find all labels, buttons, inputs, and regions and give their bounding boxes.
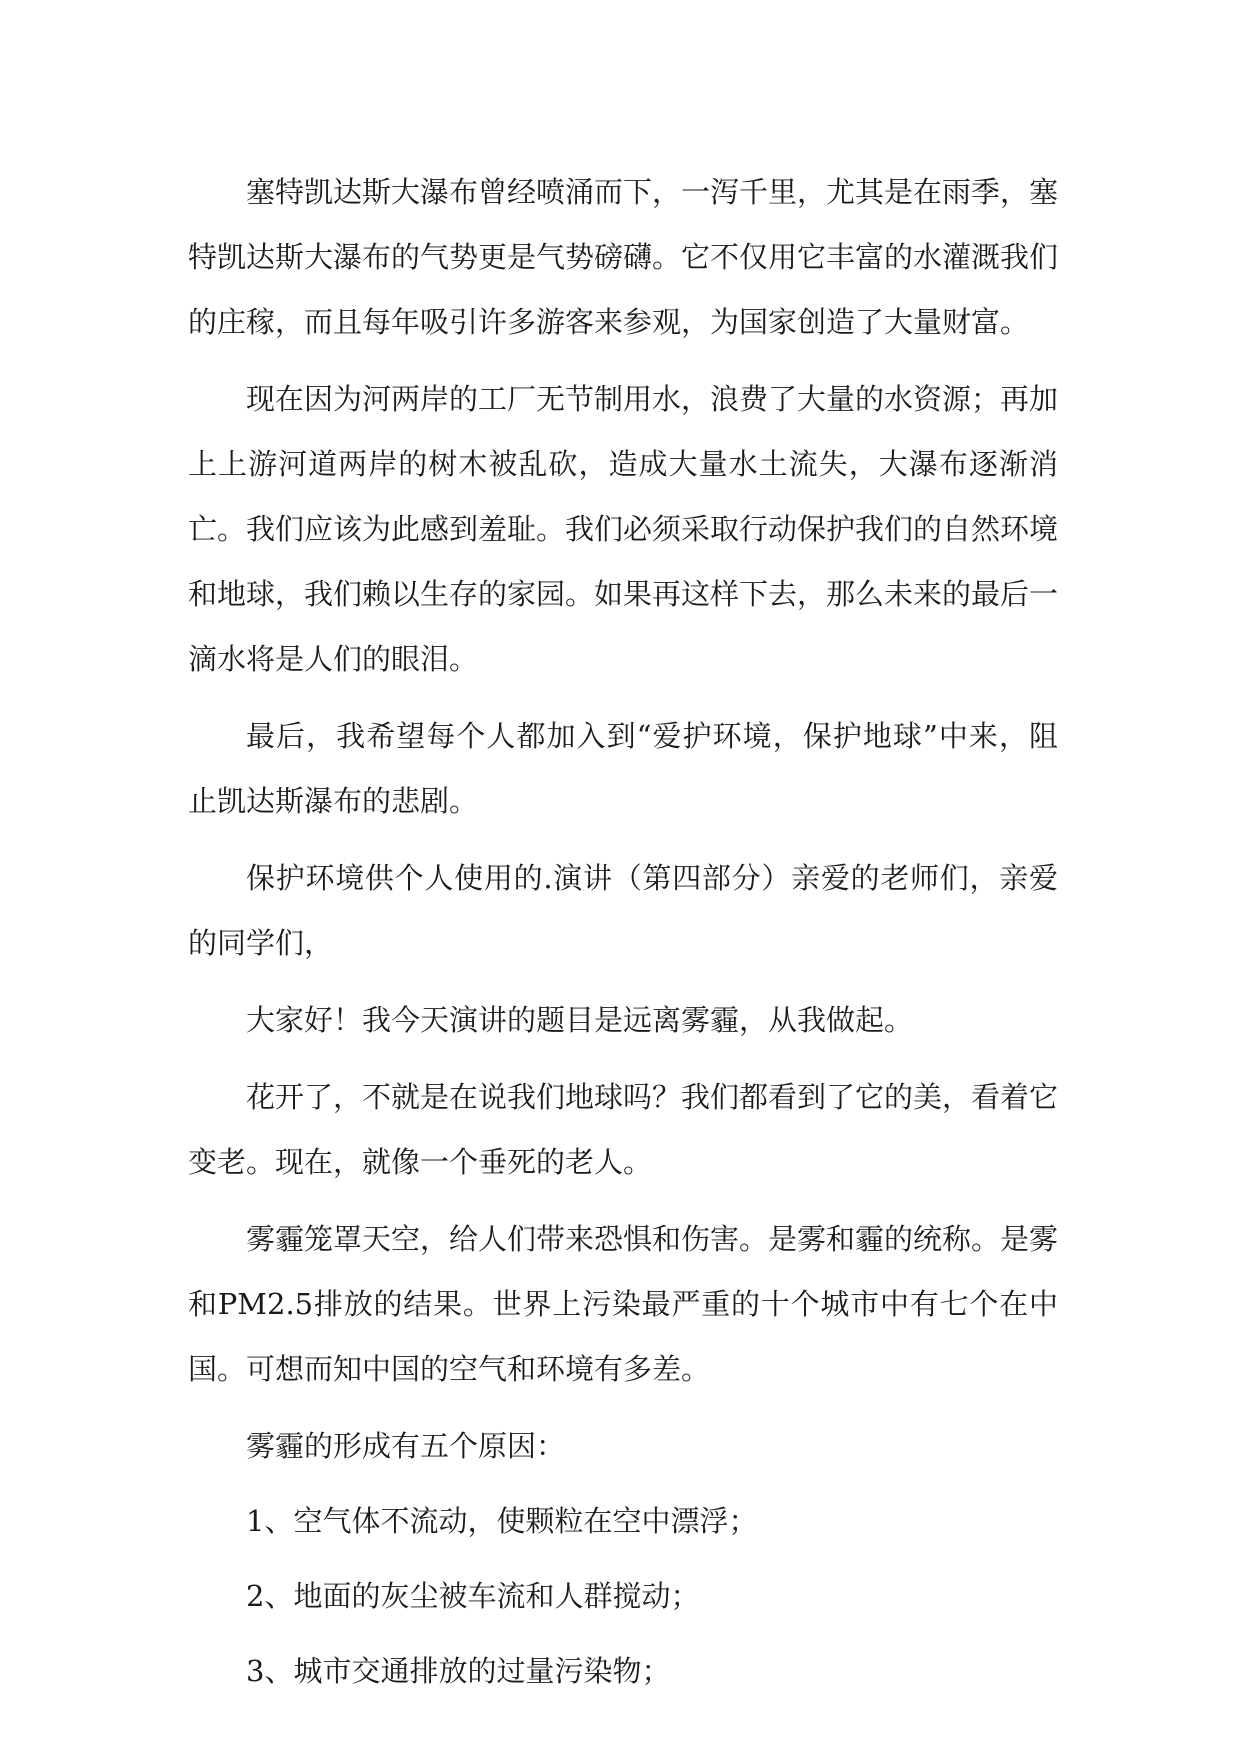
paragraph: 大家好！我今天演讲的题目是远离雾霾，从我做起。 bbox=[246, 1003, 914, 1037]
document-body bbox=[188, 160, 1058, 1714]
paragraph: 现在因为河两岸的工厂无节制用水，浪费了大量的水资源；再加上上游河道两岸的树木被乱砍，造成大量水土流失，大瀑布逐渐消亡。我们应该为此感到羞耻。我们必须采取行动保护我们的自然环境和地球，我们赖以生存的家园。如果再这样下去，那么未来的最后一滴水将是人们的眼泪。 bbox=[188, 382, 1059, 676]
list-item: 3、城市交通排放的过量污染物； bbox=[246, 1654, 671, 1688]
paragraph: 保护环境供个人使用的.演讲（第四部分）亲爱的老师们，亲爱的同学们， bbox=[188, 861, 1058, 960]
paragraph: 雾霾笼罩天空，给人们带来恐惧和伤害。是雾和霾的统称。是雾和PM2.5排放的结果。世界上污染最严重的十个城市中有七个在中国。可想而知中国的空气和环境有多差。 bbox=[188, 1222, 1059, 1386]
list-item: 1、空气体不流动，使颗粒在空中漂浮； bbox=[246, 1504, 758, 1538]
paragraph: 雾霾的形成有五个原因： bbox=[246, 1429, 566, 1463]
paragraph: 花开了，不就是在说我们地球吗？我们都看到了它的美，看着它变老。现在，就像一个垂死的老人。 bbox=[188, 1080, 1059, 1179]
list-item: 2、地面的灰尘被车流和人群搅动； bbox=[246, 1579, 700, 1613]
paragraph: 最后，我希望每个人都加入到“爱护环境，保护地球”中来，阻止凯达斯瀑布的悲剧。 bbox=[188, 719, 1058, 818]
paragraph: 塞特凯达斯大瀑布曾经喷涌而下，一泻千里，尤其是在雨季，塞特凯达斯大瀑布的气势更是气势磅礴。它不仅用它丰富的水灌溉我们的庄稼，而且每年吸引许多游客来参观，为国家创造了大量财富。 bbox=[188, 175, 1059, 339]
